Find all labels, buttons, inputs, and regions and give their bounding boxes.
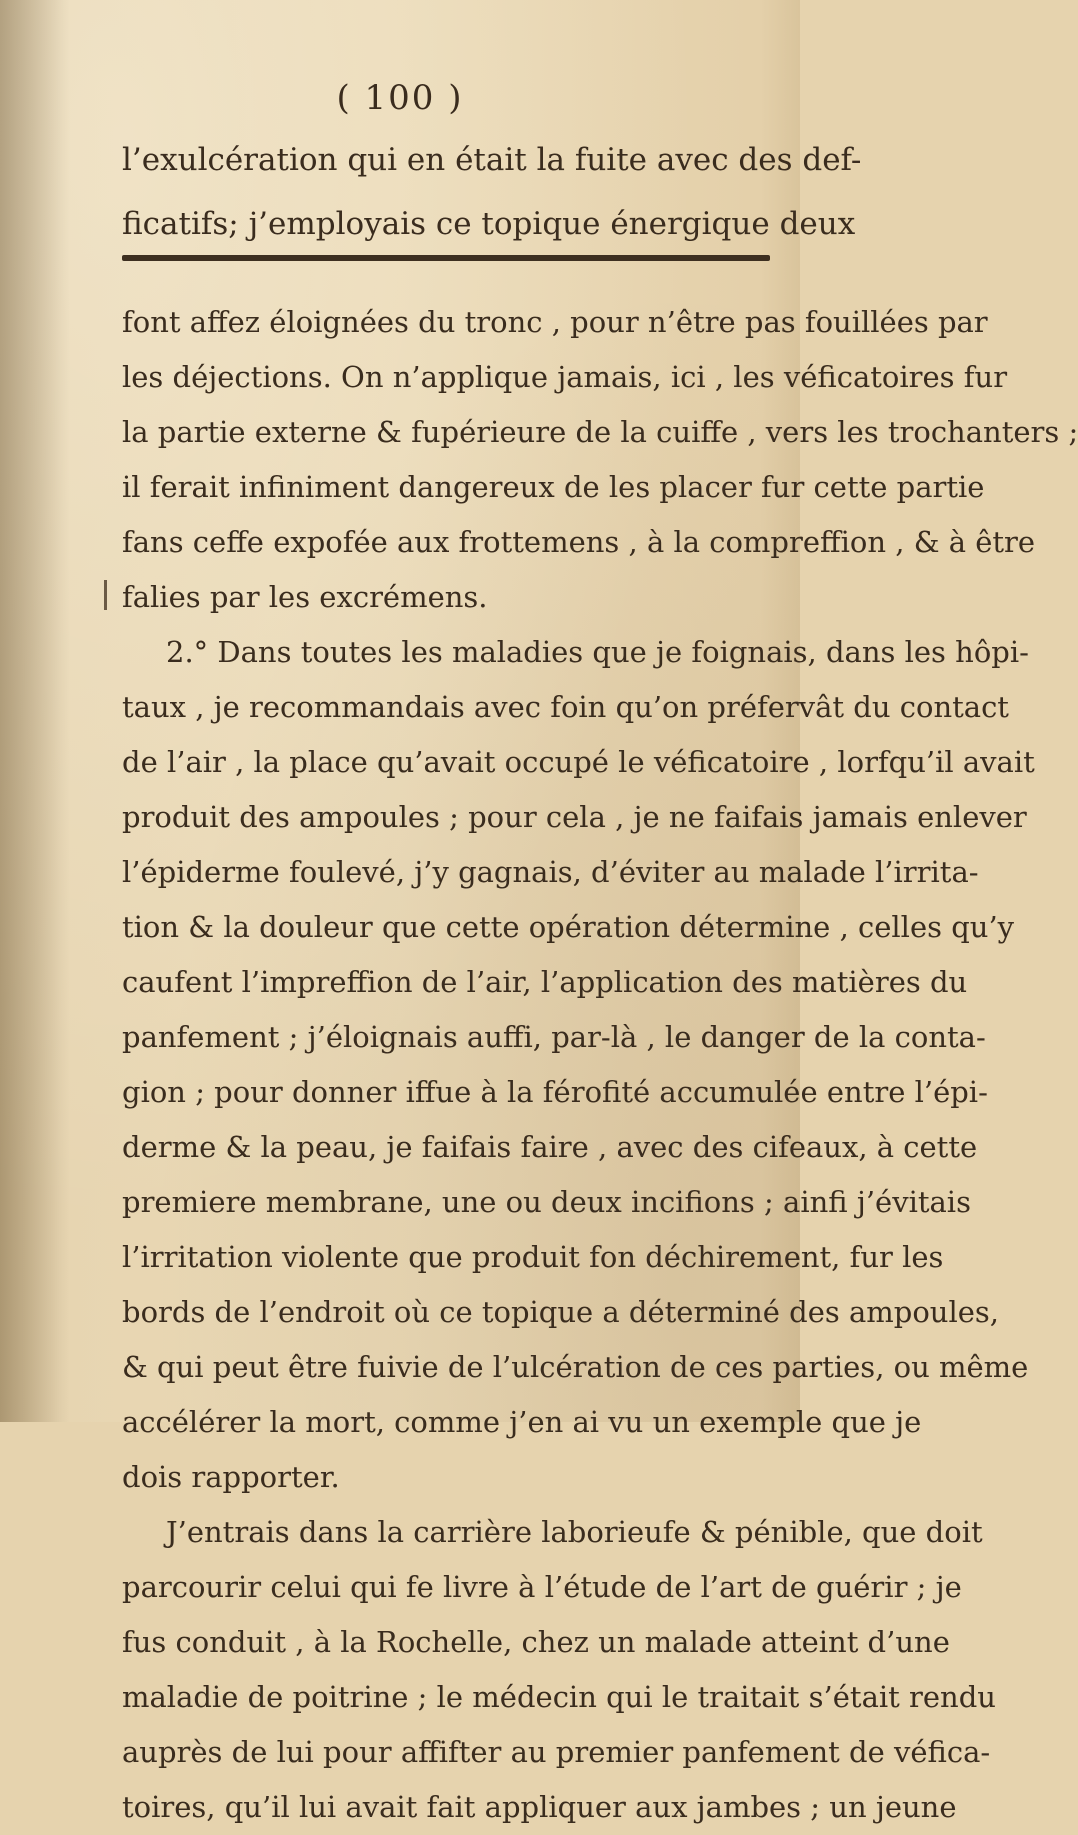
text-line: tion & la douleur que cette opération détermine , celles qu’y bbox=[122, 910, 1015, 944]
text-line: fans ceffe expofée aux frottemens , à la compreffion , & à être bbox=[122, 525, 1036, 559]
text-line: falies par les excrémens. bbox=[122, 580, 488, 614]
page-edge-shadow bbox=[0, 0, 70, 1422]
text-line: ficatifs; j’employais ce topique énergique deux bbox=[122, 206, 856, 242]
text-line: auprès de lui pour affifter au premier panfement de véfica- bbox=[122, 1735, 991, 1769]
text-line: fus conduit , à la Rochelle, chez un malade atteint d’une bbox=[122, 1625, 950, 1659]
main-text bbox=[122, 295, 1078, 1835]
text-line: 2.° Dans toutes les maladies que je foignais, dans les hôpi- bbox=[166, 635, 1029, 669]
section-divider bbox=[122, 255, 770, 261]
text-line: font affez éloignées du tronc , pour n’être pas fouillées par bbox=[122, 305, 988, 339]
text-line: il ferait infiniment dangereux de les placer fur cette partie bbox=[122, 470, 985, 504]
text-line: toires, qu’il lui avait fait appliquer aux jambes ; un jeune bbox=[122, 1790, 957, 1824]
text-line: caufent l’impreffion de l’air, l’application des matières du bbox=[122, 965, 968, 999]
page-number: ( 100 ) bbox=[336, 78, 464, 118]
text-line: premiere membrane, une ou deux incifions ; ainfi j’évitais bbox=[122, 1185, 971, 1219]
text-line: taux , je recommandais avec foin qu’on préfervât du contact bbox=[122, 690, 1009, 724]
text-line: derme & la peau, je faifais faire , avec des cifeaux, à cette bbox=[122, 1130, 978, 1164]
margin-mark bbox=[104, 580, 107, 610]
text-line: J’entrais dans la carrière laborieufe & pénible, que doit bbox=[166, 1515, 983, 1549]
text-line: les déjections. On n’applique jamais, ici , les véficatoires fur bbox=[122, 360, 1008, 394]
top-paragraph bbox=[122, 128, 862, 256]
text-line: gion ; pour donner iffue à la férofité accumulée entre l’épi- bbox=[122, 1075, 988, 1109]
text-line: panfement ; j’éloignais auffi, par-là , le danger de la conta- bbox=[122, 1020, 986, 1054]
text-line: l’épiderme foulevé, j’y gagnais, d’éviter au malade l’irrita- bbox=[122, 855, 979, 889]
text-line: maladie de poitrine ; le médecin qui le traitait s’était rendu bbox=[122, 1680, 996, 1714]
text-line: parcourir celui qui fe livre à l’étude de l’art de guérir ; je bbox=[122, 1570, 962, 1604]
text-line: dois rapporter. bbox=[122, 1460, 340, 1494]
text-line: la partie externe & fupérieure de la cuiffe , vers les trochanters ; bbox=[122, 415, 1078, 449]
text-line: & qui peut être fuivie de l’ulcération de ces parties, ou même bbox=[122, 1350, 1029, 1384]
text-line: produit des ampoules ; pour cela , je ne faifais jamais enlever bbox=[122, 800, 1027, 834]
text-line: l’irritation violente que produit fon déchirement, fur les bbox=[122, 1240, 944, 1274]
text-line: de l’air , la place qu’avait occupé le véficatoire , lorfqu’il avait bbox=[122, 745, 1035, 779]
text-line: accélérer la mort, comme j’en ai vu un exemple que je bbox=[122, 1405, 922, 1439]
text-line: l’exulcération qui en était la fuite avec des def- bbox=[122, 142, 862, 178]
text-line: bords de l’endroit où ce topique a déterminé des ampoules, bbox=[122, 1295, 1000, 1329]
